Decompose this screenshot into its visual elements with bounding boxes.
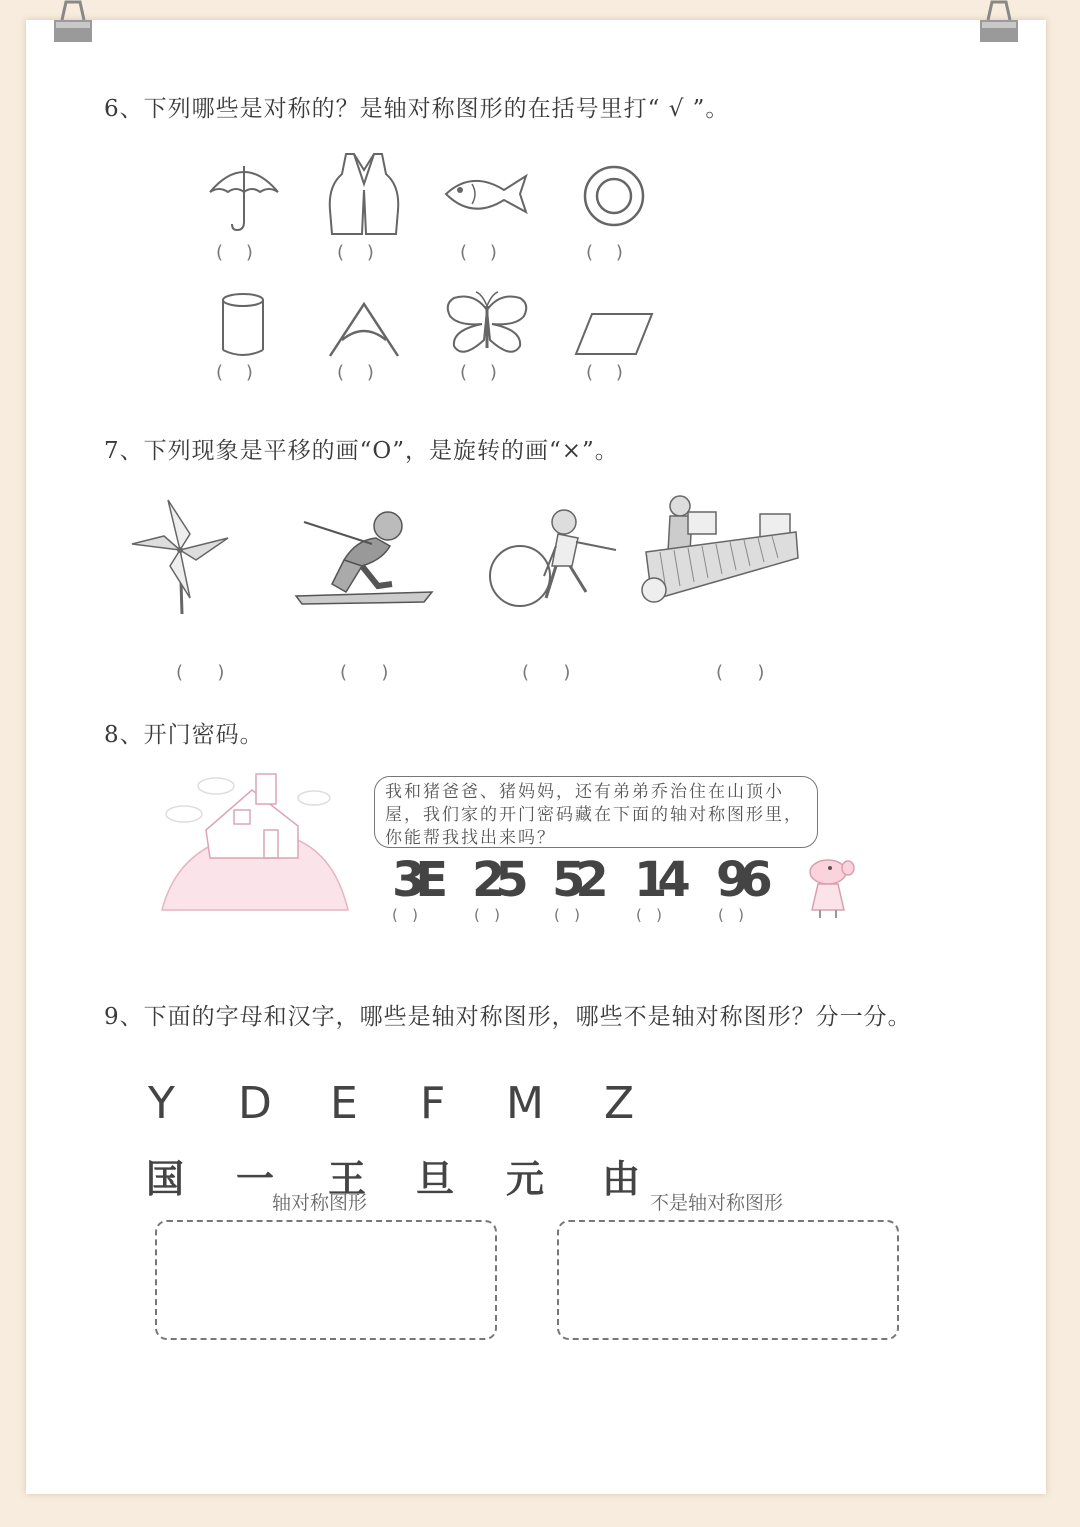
answer-blank[interactable]: ( )	[554, 906, 581, 924]
speech-bubble: 我和猪爸爸、猪妈妈，还有弟弟乔治住在山顶小屋，我们家的开门密码藏在下面的轴对称图形里，你能帮我找出来吗？	[374, 776, 818, 848]
symmetric-box-label: 轴对称图形	[272, 1192, 368, 1214]
parallelogram-icon	[572, 310, 656, 358]
answer-blank[interactable]: ( )	[474, 906, 501, 924]
letter-glyph: Z	[604, 1078, 635, 1129]
peppa-pig-icon	[806, 854, 858, 920]
non-symmetric-box-label: 不是轴对称图形	[650, 1192, 784, 1214]
answer-blank[interactable]: ( )	[586, 242, 623, 263]
skier-icon	[292, 500, 438, 610]
rolling-hoop-icon	[486, 502, 622, 610]
symmetric-answer-box[interactable]	[155, 1220, 497, 1340]
answer-blank[interactable]: ( )	[392, 906, 419, 924]
answer-blank[interactable]: ( )	[718, 906, 745, 924]
binder-clip-icon	[50, 0, 96, 44]
code-glyph: 25	[472, 852, 519, 908]
question-9-title: 9、下面的字母和汉字，哪些是轴对称图形，哪些不是轴对称图形？分一分。	[104, 1004, 912, 1030]
hilltop-house-icon	[160, 770, 350, 914]
answer-blank[interactable]: ( )	[337, 362, 374, 383]
question-7-title: 7、下列现象是平移的画“O”，是旋转的画“×”。	[104, 438, 619, 464]
hanzi-glyph: 王	[328, 1157, 367, 1201]
question-6-title: 6、下列哪些是对称的？是轴对称图形的在括号里打“ √ ”。	[104, 96, 730, 122]
letter-glyph: D	[238, 1078, 272, 1129]
answer-blank[interactable]: ( )	[216, 242, 253, 263]
answer-blank[interactable]: ( )	[176, 662, 225, 683]
answer-blank[interactable]: ( )	[716, 662, 765, 683]
letter-glyph: Y	[148, 1078, 175, 1129]
answer-blank[interactable]: ( )	[216, 362, 253, 383]
answer-blank[interactable]: ( )	[522, 662, 571, 683]
pinwheel-icon	[128, 494, 232, 616]
answer-blank[interactable]: ( )	[460, 242, 497, 263]
triangle-icon	[326, 300, 402, 360]
question-8-title: 8、开门密码。	[104, 722, 264, 748]
letter-glyph: M	[506, 1078, 544, 1129]
code-glyph: 96	[716, 852, 763, 908]
code-glyph: 52	[552, 852, 599, 908]
code-glyph: 3E	[392, 852, 439, 908]
hanzi-glyph: 元	[506, 1157, 545, 1201]
binder-clip-icon	[976, 0, 1022, 44]
vest-icon	[324, 150, 404, 240]
code-glyph: 14	[634, 852, 681, 908]
conveyor-belt-icon	[640, 492, 800, 610]
non-symmetric-answer-box[interactable]	[557, 1220, 899, 1340]
answer-blank[interactable]: ( )	[337, 242, 374, 263]
umbrella-icon	[206, 158, 282, 234]
hanzi-glyph: 一	[236, 1157, 275, 1201]
ring-icon	[582, 164, 646, 228]
hanzi-glyph: 旦	[416, 1157, 455, 1201]
letter-glyph: F	[420, 1078, 446, 1129]
cylinder-icon	[218, 292, 268, 358]
answer-blank[interactable]: ( )	[636, 906, 663, 924]
answer-blank[interactable]: ( )	[340, 662, 389, 683]
answer-blank[interactable]: ( )	[460, 362, 497, 383]
butterfly-icon	[444, 290, 530, 360]
answer-blank[interactable]: ( )	[586, 362, 623, 383]
fish-icon	[442, 168, 532, 222]
letter-glyph: E	[330, 1078, 358, 1129]
hanzi-glyph: 由	[602, 1157, 641, 1201]
hanzi-glyph: 国	[146, 1157, 185, 1201]
